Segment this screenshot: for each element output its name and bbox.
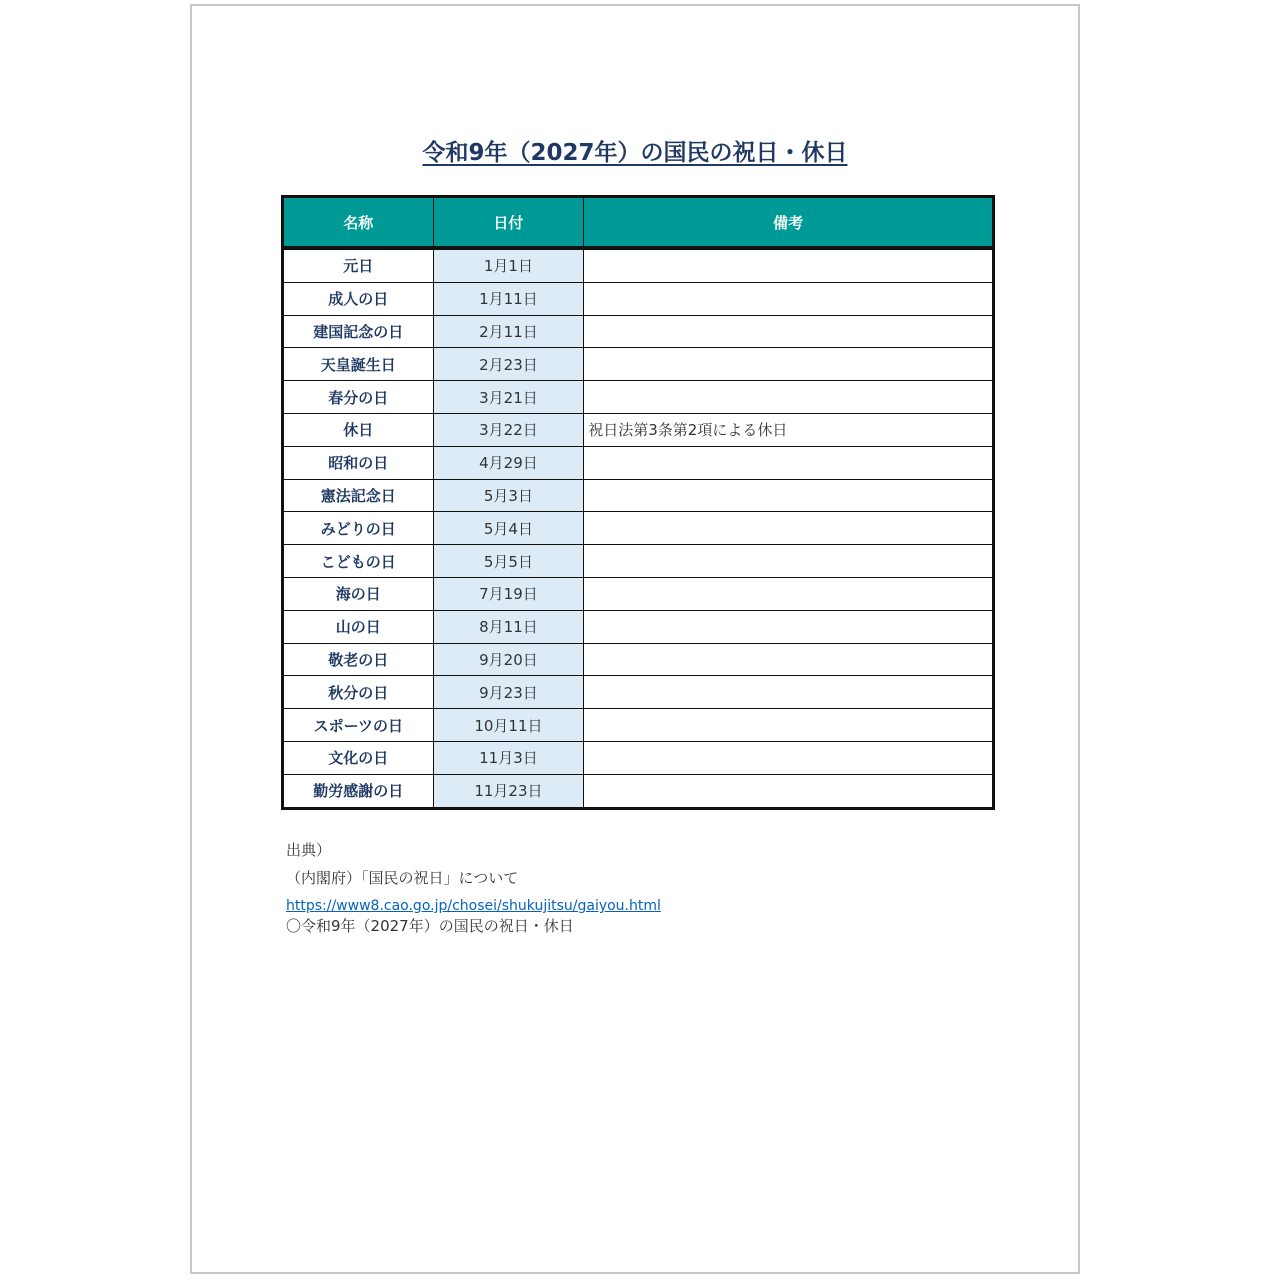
- source-label: 出典）: [286, 841, 332, 859]
- holiday-date-cell: 3月21日: [433, 381, 584, 414]
- holiday-note-cell: [584, 545, 994, 578]
- page-title: [192, 134, 1078, 172]
- holiday-note-cell: [584, 643, 994, 676]
- table-row: [283, 348, 994, 381]
- holiday-name-cell: こどもの日: [283, 545, 434, 578]
- holiday-note-cell: [584, 315, 994, 348]
- source-block: [286, 836, 661, 936]
- holiday-date-cell: 4月29日: [433, 446, 584, 479]
- holiday-name-cell: 天皇誕生日: [283, 348, 434, 381]
- header-note: 備考: [584, 197, 994, 249]
- holiday-name-cell: 建国記念の日: [283, 315, 434, 348]
- holiday-date-cell: 8月11日: [433, 610, 584, 643]
- holiday-note-cell: [584, 709, 994, 742]
- holiday-name-cell: 元日: [283, 248, 434, 282]
- header-date: 日付: [433, 197, 584, 249]
- holiday-name-cell: 春分の日: [283, 381, 434, 414]
- holiday-note-cell: [584, 381, 994, 414]
- holiday-date-cell: 5月3日: [433, 479, 584, 512]
- holiday-name-cell: みどりの日: [283, 512, 434, 545]
- holiday-name-cell: 秋分の日: [283, 676, 434, 709]
- holiday-note-cell: [584, 512, 994, 545]
- holiday-table: [281, 195, 995, 810]
- table-body: [283, 248, 994, 808]
- table-row: [283, 545, 994, 578]
- holiday-name-cell: 敬老の日: [283, 643, 434, 676]
- source-item: 〇令和9年（2027年）の国民の祝日・休日: [286, 917, 574, 935]
- table-row: [283, 446, 994, 479]
- table-row: [283, 315, 994, 348]
- holiday-note-cell: [584, 446, 994, 479]
- table-row: [283, 676, 994, 709]
- holiday-name-cell: 成人の日: [283, 282, 434, 315]
- holiday-date-cell: 10月11日: [433, 709, 584, 742]
- holiday-note-cell: [584, 774, 994, 808]
- table-row: [283, 610, 994, 643]
- document-page: [190, 4, 1080, 1274]
- holiday-name-cell: 海の日: [283, 577, 434, 610]
- holiday-name-cell: スポーツの日: [283, 709, 434, 742]
- table-row: [283, 282, 994, 315]
- holiday-date-cell: 9月23日: [433, 676, 584, 709]
- holiday-date-cell: 5月5日: [433, 545, 584, 578]
- table-row: [283, 512, 994, 545]
- table-row: [283, 709, 994, 742]
- table-row: [283, 643, 994, 676]
- table-row: [283, 577, 994, 610]
- holiday-note-cell: [584, 676, 994, 709]
- header-name: 名称: [283, 197, 434, 249]
- holiday-date-cell: 11月23日: [433, 774, 584, 808]
- holiday-note-cell: [584, 610, 994, 643]
- table-row: [283, 741, 994, 774]
- holiday-note-cell: 祝日法第3条第2項による休日: [584, 413, 994, 446]
- holiday-date-cell: 9月20日: [433, 643, 584, 676]
- table-row: [283, 413, 994, 446]
- page-title-text: 令和9年（2027年）の国民の祝日・休日: [422, 140, 848, 166]
- holiday-date-cell: 11月3日: [433, 741, 584, 774]
- holiday-note-cell: [584, 577, 994, 610]
- holiday-note-cell: [584, 479, 994, 512]
- holiday-date-cell: 5月4日: [433, 512, 584, 545]
- holiday-name-cell: 憲法記念日: [283, 479, 434, 512]
- holiday-name-cell: 勤労感謝の日: [283, 774, 434, 808]
- holiday-date-cell: 7月19日: [433, 577, 584, 610]
- holiday-name-cell: 昭和の日: [283, 446, 434, 479]
- holiday-note-cell: [584, 248, 994, 282]
- holiday-date-cell: 2月11日: [433, 315, 584, 348]
- holiday-name-cell: 休日: [283, 413, 434, 446]
- holiday-date-cell: 1月1日: [433, 248, 584, 282]
- source-link[interactable]: https://www8.cao.go.jp/chosei/shukujitsu/gaiyou.html: [286, 898, 661, 914]
- source-org: （内閣府）「国民の祝日」について: [286, 869, 519, 887]
- holiday-note-cell: [584, 741, 994, 774]
- holiday-date-cell: 1月11日: [433, 282, 584, 315]
- holiday-name-cell: 文化の日: [283, 741, 434, 774]
- table-row: [283, 381, 994, 414]
- holiday-name-cell: 山の日: [283, 610, 434, 643]
- holiday-note-cell: [584, 282, 994, 315]
- table-row: [283, 479, 994, 512]
- holiday-date-cell: 2月23日: [433, 348, 584, 381]
- table-row: [283, 248, 994, 282]
- holiday-date-cell: 3月22日: [433, 413, 584, 446]
- table-header-row: [283, 197, 994, 249]
- table-row: [283, 774, 994, 808]
- holiday-note-cell: [584, 348, 994, 381]
